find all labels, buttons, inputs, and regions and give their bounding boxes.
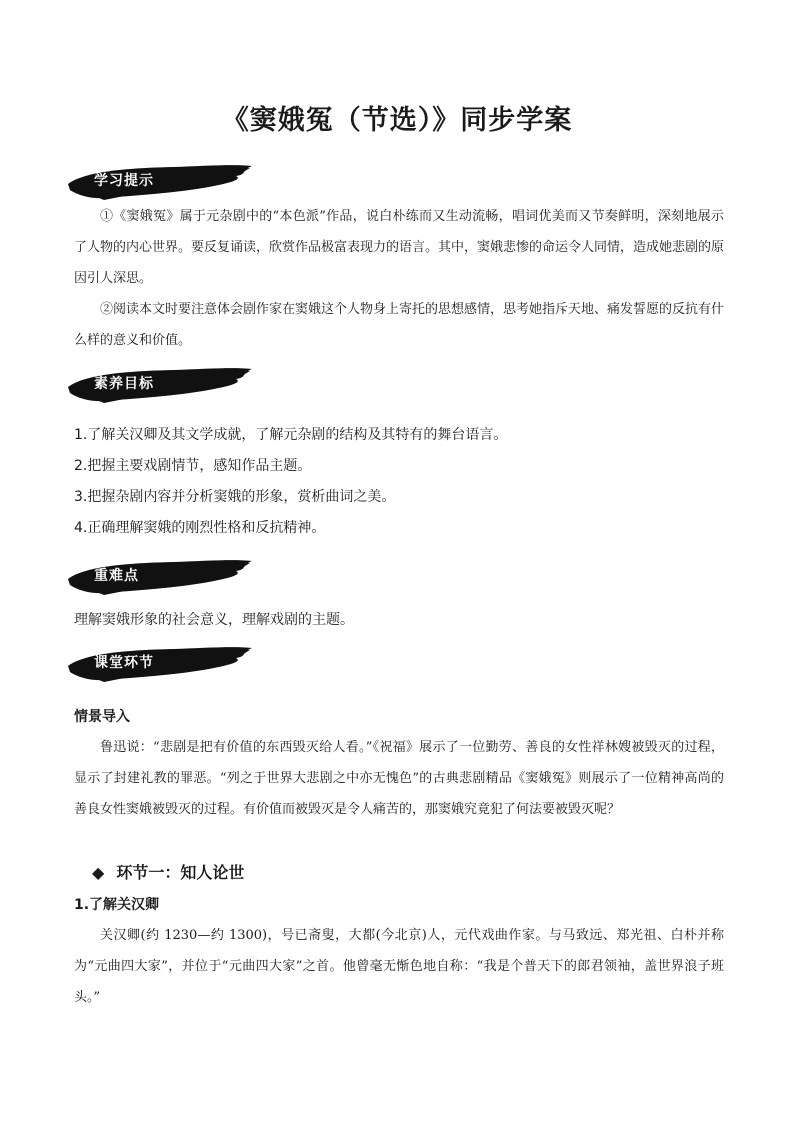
key-points-text: 理解窦娥形象的社会意义，理解戏剧的主题。 [74, 612, 354, 628]
step1-heading: 环节一：知人论世 [116, 863, 245, 882]
list-item: 2.把握主要戏剧情节，感知作品主题。 [74, 458, 312, 474]
banner-study-tips [64, 162, 254, 202]
tips-paragraph-1: ①《窦娥冤》属于元杂剧中的“本色派”作品，说白朴练而又生动流畅，唱词优美而又节奏鲜明，深刻地展示了人物的内心世界。要反复诵读，欣赏作品极富表现力的语言。其中，窦娥悲惨的命运令人同情，造成她悲剧的原因引人深思。 [74, 209, 725, 286]
sub1-heading: 1.了解关汉卿 [74, 897, 160, 913]
sub1-paragraph: 关汉卿(约 1230—约 1300)，号已斋叟，大都(今北京)人，元代戏曲作家。与马致远、郑光祖、白朴并称为“元曲四大家”，并位于“元曲四大家”之首。他曾毫无惭色地自称：“我是个普天下的郎君领袖，盖世界浪子班头。” [74, 928, 724, 1005]
banner-label: 素养目标 [94, 376, 154, 392]
banner-label: 学习提示 [94, 173, 154, 189]
goals-list [74, 420, 724, 544]
banner-label: 重难点 [94, 568, 139, 584]
banner-label: 课堂环节 [94, 655, 154, 671]
list-item: 4.正确理解窦娥的刚烈性格和反抗精神。 [74, 520, 326, 536]
intro-paragraph: 鲁迅说：“悲剧是把有价值的东西毁灭给人看。”《祝福》展示了一位勤劳、善良的女性祥林嫂被毁灭的过程，显示了封建礼教的罪恶。“列之于世界大悲剧之中亦无愧色”的古典悲剧精品《窦娥冤》则展示了一位精神高尚的善良女性窦娥被毁灭的过程。有价值而被毁灭是令人痛苦的，那窦娥究竟犯了何法要被毁灭呢？ [74, 740, 724, 817]
diamond-bullet-icon: ◆ [92, 863, 105, 882]
brush-stroke-icon [64, 162, 254, 202]
step1-heading-row [92, 860, 244, 883]
banner-key-points [64, 557, 254, 597]
list-item: 3.把握杂剧内容并分析窦娥的形象，赏析曲词之美。 [74, 489, 396, 505]
intro-heading: 情景导入 [74, 709, 130, 725]
banner-class-steps [64, 644, 254, 684]
brush-stroke-icon [64, 365, 254, 405]
list-item: 1.了解关汉卿及其文学成就，了解元杂剧的结构及其特有的舞台语言。 [74, 427, 508, 443]
brush-stroke-icon [64, 557, 254, 597]
tips-paragraph-2: ②阅读本文时要注意体会剧作家在窦娥这个人物身上寄托的思想感情，思考她指斥天地、痛发誓愿的反抗有什么样的意义和价值。 [74, 302, 725, 348]
page-title: 《窦娥冤（节选）》同步学案 [221, 105, 573, 136]
banner-goals [64, 365, 254, 405]
brush-stroke-icon [64, 644, 254, 684]
